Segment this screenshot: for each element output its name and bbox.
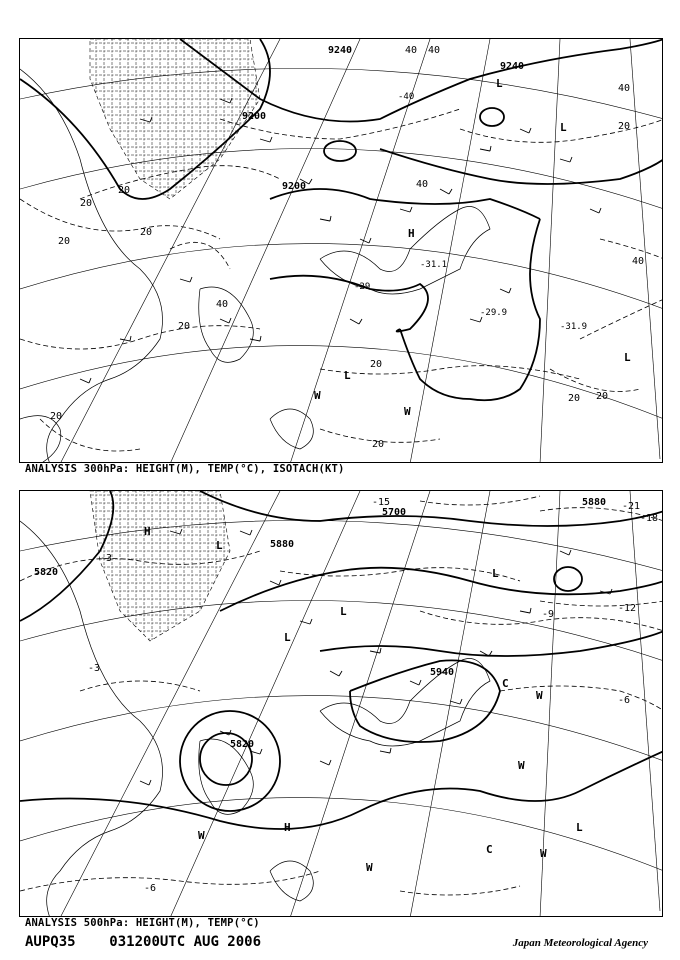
chart-code-and-datetime (25, 934, 261, 950)
isotach-label: 20 (568, 393, 581, 404)
temp-label: -31.1 (420, 260, 448, 270)
chart-datetime: 031200UTC AUG 2006 (109, 934, 262, 950)
pressure-center-label: W (404, 405, 411, 418)
temp-label: -29.9 (480, 308, 508, 318)
isotach-label: 20 (178, 321, 191, 332)
temp-label: -18 (640, 513, 659, 524)
isotach-label: 40 (216, 299, 229, 310)
pressure-center-label: L (496, 77, 503, 90)
map-500hpa-canvas (20, 491, 663, 917)
isotach-label: 40 (416, 179, 429, 190)
temp-label: -31.9 (560, 322, 588, 332)
isotach-label: 20 (118, 185, 131, 196)
temp-label: -9 (542, 609, 555, 620)
isotach-label: 40 (405, 45, 418, 56)
height-label: 9200 (282, 181, 307, 192)
pressure-center-label: L (624, 351, 631, 364)
isotach-label: 20 (618, 121, 631, 132)
cold-hatch-region (90, 491, 230, 641)
height-label: 5820 (34, 567, 59, 578)
height-label: 5820 (230, 739, 255, 750)
isotach-label: 40 (428, 45, 441, 56)
pressure-center-label: H (284, 821, 291, 834)
temp-label: -3 (88, 663, 101, 674)
temp-label: -6 (144, 883, 157, 894)
pressure-center-label: W (198, 829, 205, 842)
temp-label: -12 (618, 603, 637, 614)
isotach-label: 20 (58, 236, 71, 247)
map-panel-300hpa (19, 38, 663, 463)
pressure-center-label: H (408, 227, 415, 240)
caption-300hpa: ANALYSIS 300hPa: HEIGHT(M), TEMP(°C), ISOTACH(KT) (25, 463, 345, 475)
temp-label: -6 (618, 695, 631, 706)
pressure-center-label: L (492, 567, 499, 580)
pressure-center-label: W (540, 847, 547, 860)
temp-label: -29 (354, 282, 371, 292)
height-label: 9240 (500, 61, 525, 72)
isotach-label: 20 (596, 391, 609, 402)
pressure-center-label: L (340, 605, 347, 618)
isotach-label: 20 (370, 359, 383, 370)
pressure-center-label: C (502, 677, 509, 690)
isotach-label: 20 (50, 411, 63, 422)
coastlines (20, 521, 490, 917)
height-label: 9240 (328, 45, 353, 56)
cold-hatch-region (90, 39, 260, 199)
chart-code: AUPQ35 (25, 934, 76, 950)
pressure-center-label: L (560, 121, 567, 134)
pressure-center-label: L (284, 631, 291, 644)
height-label: 9200 (242, 111, 267, 122)
pressure-center-label: L (576, 821, 583, 834)
pressure-center-label: W (366, 861, 373, 874)
pressure-center-label: H (144, 525, 151, 538)
temp-label: -21 (622, 501, 641, 512)
caption-500hpa: ANALYSIS 500hPa: HEIGHT(M), TEMP(°C) (25, 917, 260, 929)
agency-credit: Japan Meteorological Agency (512, 937, 648, 949)
isotach-label: 20 (80, 198, 93, 209)
height-label: 5700 (382, 507, 407, 518)
isotach-label: 20 (140, 227, 153, 238)
pressure-center-label: C (486, 843, 493, 856)
map-300hpa-canvas (20, 39, 663, 463)
temp-label: -3 (100, 553, 113, 564)
map-panel-500hpa (19, 490, 663, 917)
isotach-label: 20 (372, 439, 385, 450)
isotach-label: 40 (618, 83, 631, 94)
temp-label: -15 (372, 497, 391, 508)
temp-label: -40 (398, 92, 415, 102)
pressure-center-label: W (518, 759, 525, 772)
pressure-center-label: L (344, 369, 351, 382)
pressure-center-label: L (216, 539, 223, 552)
pressure-center-label: W (314, 389, 321, 402)
height-label: 5880 (270, 539, 295, 550)
height-label: 5880 (582, 497, 607, 508)
isotach-label: 40 (632, 256, 645, 267)
pressure-center-label: W (536, 689, 543, 702)
height-label: 5940 (430, 667, 455, 678)
